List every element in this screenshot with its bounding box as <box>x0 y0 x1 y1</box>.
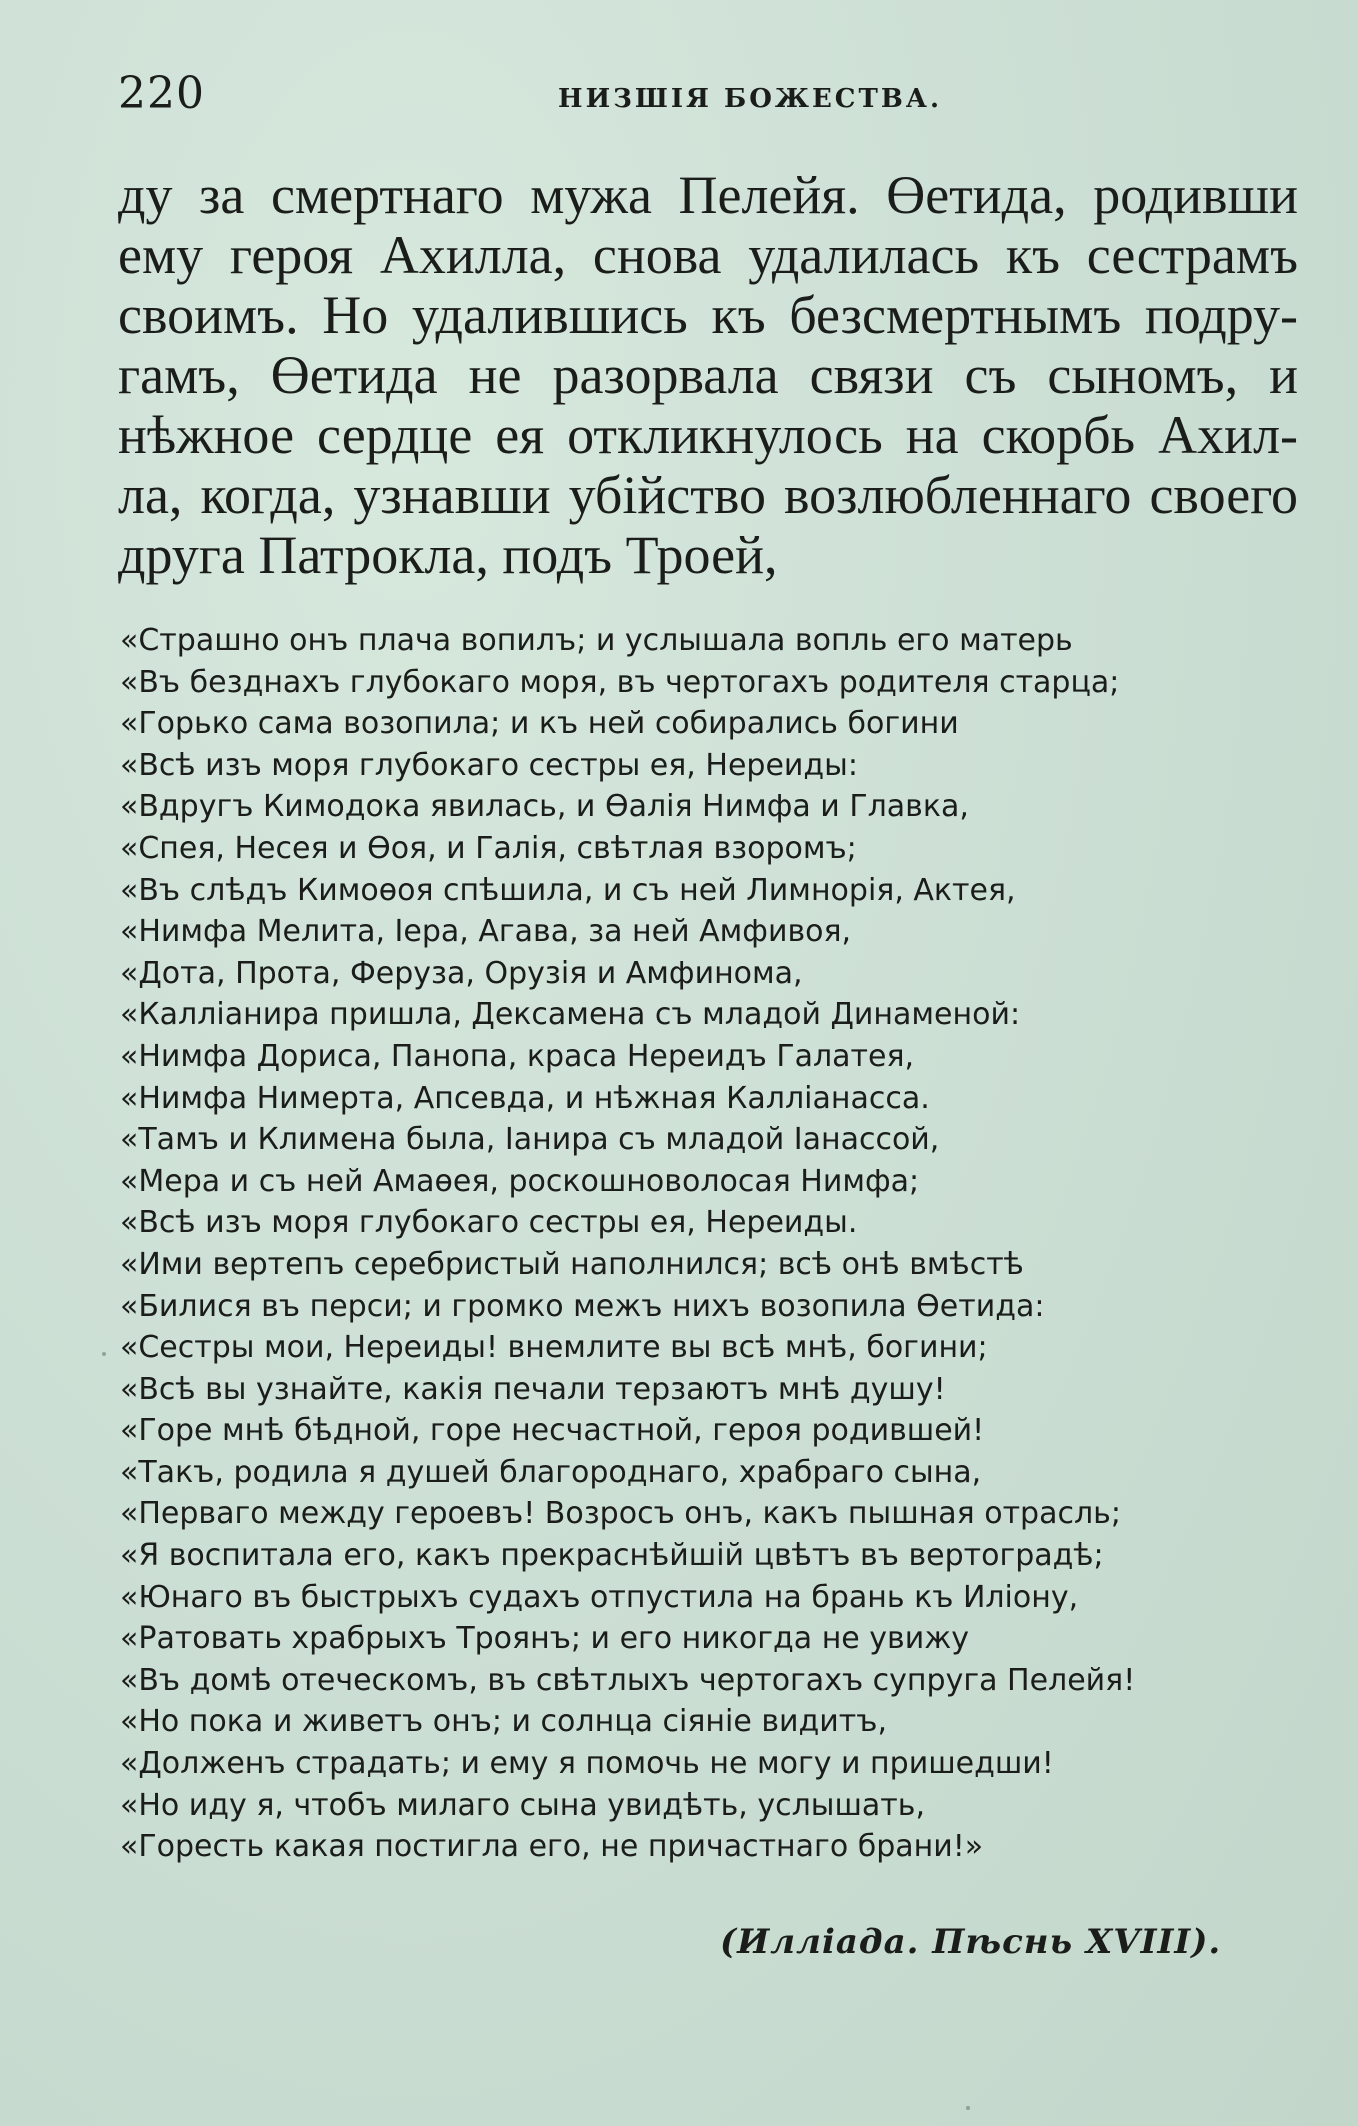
prose-line: гамъ, Өетида не разорвала связи съ сыномъ, и <box>118 345 1298 405</box>
prose-line: ему героя Ахилла, снова удалилась къ сестрамъ <box>118 225 1298 285</box>
verse-line: «Ими вертепъ серебристый наполнился; всѣ онѣ вмѣстѣ <box>120 1246 1024 1282</box>
verse-line: «Всѣ изъ моря глубокаго сестры ея, Нереиды. <box>120 1205 858 1241</box>
verse-line: «Спея, Несея и Өоя, и Галія, свѣтлая взоромъ; <box>120 830 857 866</box>
verse-line: «Но иду я, чтобъ милаго сына увидѣть, услышать, <box>120 1787 925 1823</box>
verse-line: «Вдругъ Кимодока явилась, и Өалія Нимфа и Главка, <box>120 789 969 825</box>
verse-line: «Тамъ и Климена была, Іанира съ младой Іанассой, <box>120 1122 940 1158</box>
prose-paragraph <box>118 165 1298 585</box>
verse-line: «Дота, Прота, Феруза, Орузія и Амфинома, <box>120 955 803 991</box>
page-header <box>118 68 1298 128</box>
verse-line: «Горесть какая постигла его, не причастнаго брани!» <box>120 1829 984 1865</box>
verse-line: «Долженъ страдать; и ему я помочь не могу и пришедши! <box>120 1746 1054 1782</box>
verse-line: «Мера и съ ней Амаөея, роскошноволосая Нимфа; <box>120 1163 920 1199</box>
verse-line: «Всѣ вы узнайте, какія печали терзаютъ мнѣ душу! <box>120 1371 946 1407</box>
verse-line: «Въ домѣ отеческомъ, въ свѣтлыхъ чертогахъ супруга Пелейя! <box>120 1662 1136 1698</box>
verse-line: «Перваго между героевъ! Возросъ онъ, какъ пышная отрасль; <box>120 1496 1121 1532</box>
running-head: НИЗШІЯ БОЖЕСТВА. <box>558 84 943 114</box>
paper-speck <box>966 2106 970 2110</box>
source-attribution: (Илліада. Пѣснь XVIII). <box>720 1922 1222 1962</box>
verse-quotation <box>120 620 1320 1868</box>
verse-line: «Горько сама возопила; и къ ней собирались богини <box>120 706 959 742</box>
verse-line: «Въ слѣдъ Кимоөоя спѣшила, и съ ней Лимнорія, Актея, <box>120 872 1016 908</box>
verse-line: «Горе мнѣ бѣдной, горе несчастной, героя родившей! <box>120 1413 985 1449</box>
prose-line: ду за смертнаго мужа Пелейя. Өетида, родивши <box>118 165 1298 225</box>
prose-line: ла, когда, узнавши убійство возлюбленнаго своего <box>118 465 1298 525</box>
verse-line: «Нимфа Мелита, Іера, Агава, за ней Амфивоя, <box>120 914 852 950</box>
verse-line: «Сестры мои, Нереиды! внемлите вы всѣ мнѣ, богини; <box>120 1330 988 1366</box>
page-number: 220 <box>118 68 205 119</box>
prose-line: своимъ. Но удалившись къ безсмертнымъ подру- <box>118 285 1298 345</box>
verse-line: «Нимфа Дориса, Панопа, краса Нереидъ Галатея, <box>120 1038 915 1074</box>
verse-line: «Нимфа Нимерта, Апсевда, и нѣжная Калліанасса. <box>120 1080 930 1116</box>
paper-speck <box>102 1352 106 1356</box>
verse-line: «Такъ, родила я душей благороднаго, храбраго сына, <box>120 1454 982 1490</box>
verse-line: «Юнаго въ быстрыхъ судахъ отпустила на брань къ Иліону, <box>120 1579 1079 1615</box>
verse-line: «Въ безднахъ глубокаго моря, въ чертогахъ родителя старца; <box>120 664 1120 700</box>
verse-line: «Калліанира пришла, Дексамена съ младой Динаменой: <box>120 997 1021 1033</box>
verse-line: «Но пока и живетъ онъ; и солнца сіяніе видитъ, <box>120 1704 887 1740</box>
prose-line: друга Патрокла, подъ Троей, <box>118 525 778 585</box>
verse-line: «Всѣ изъ моря глубокаго сестры ея, Нереиды: <box>120 747 858 783</box>
verse-line: «Страшно онъ плача вопилъ; и услышала вопль его матерь <box>120 623 1073 658</box>
verse-line: «Я воспитала его, какъ прекраснѣйшій цвѣтъ въ вертоградѣ; <box>120 1538 1104 1574</box>
verse-line: «Ратовать храбрыхъ Троянъ; и его никогда не увижу <box>120 1621 970 1657</box>
prose-line: нѣжное сердце ея откликнулось на скорбь Ахил- <box>118 405 1298 465</box>
verse-line: «Билися въ перси; и громко межъ нихъ возопила Өетида: <box>120 1288 1045 1324</box>
